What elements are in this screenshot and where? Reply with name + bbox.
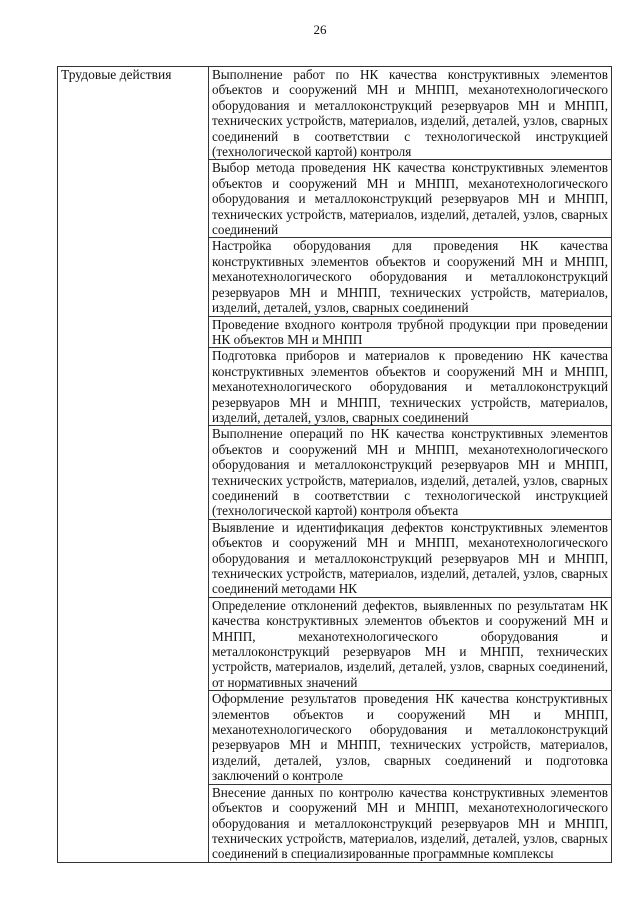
action-item: Внесение данных по контролю качества конструктивных элементов объектов и сооружений МН и МНПП, механотехнологического оборудования и металлоконструкций резервуаров МН и МНПП, технических устройств, материалов, изделий, деталей, узлов, сварных соединений в специализированные программные комплексы bbox=[209, 784, 612, 862]
action-item: Выявление и идентификация дефектов конструктивных элементов объектов и сооружений МН и МНПП, механотехнологического оборудования и металлоконструкций резервуаров МН и МНПП, технических устройств, материалов, изделий, деталей, узлов, сварных соединений методами НК bbox=[209, 519, 612, 597]
action-item: Настройка оборудования для проведения НК качества конструктивных элементов объектов и сооружений МН и МНПП, механотехнологического оборудования и металлоконструкций резервуаров МН и МНПП, технических устройств, материалов, изделий, деталей, узлов, сварных соединений bbox=[209, 238, 612, 316]
action-item: Выполнение операций по НК качества конструктивных элементов объектов и сооружений МН и МНПП, механотехнологического оборудования и металлоконструкций резервуаров МН и МНПП, технических устройств, материалов, изделий, деталей, узлов, сварных соединений в соответствии с технологической инструкцией (технологической картой) контроля объекта bbox=[209, 426, 612, 519]
action-item: Определение отклонений дефектов, выявленных по результатам НК качества конструктивных элементов объектов и сооружений МН и МНПП, механотехнологического оборудования и металлоконструкций резервуаров МН и МНПП, технических устройств, материалов, изделий, деталей, узлов, сварных соединений, от нормативных значений bbox=[209, 597, 612, 690]
table-row bbox=[58, 67, 612, 160]
action-item: Оформление результатов проведения НК качества конструктивных элементов объектов и сооружений МН и МНПП, механотехнологического оборудования и металлоконструкций резервуаров МН и МНПП, технических устройств, материалов, изделий, деталей, узлов, сварных соединений и подготовка заключений о контроле bbox=[209, 691, 612, 784]
row-label: Трудовые действия bbox=[61, 67, 172, 82]
action-item: Подготовка приборов и материалов к проведению НК качества конструктивных элементов объектов и сооружений МН и МНПП, механотехнологического оборудования и металлоконструкций резервуаров МН и МНПП, технических устройств, материалов, изделий, деталей, узлов, сварных соединений bbox=[209, 348, 612, 426]
action-item: Выбор метода проведения НК качества конструктивных элементов объектов и сооружений МН и МНПП, механотехнологического оборудования и металлоконструкций резервуаров МН и МНПП, технических устройств, материалов, изделий, деталей, узлов, сварных соединений bbox=[209, 160, 612, 238]
page-number: 26 bbox=[313, 22, 327, 37]
labor-actions-table bbox=[57, 66, 612, 863]
row-label-cell bbox=[58, 67, 209, 863]
action-item: Проведение входного контроля трубной продукции при проведении НК объектов МН и МНПП bbox=[209, 316, 612, 348]
action-item: Выполнение работ по НК качества конструктивных элементов объектов и сооружений МН и МНПП, механотехнологического оборудования и металлоконструкций резервуаров МН и МНПП, технических устройств, материалов, изделий, деталей, узлов, сварных соединений в соответствии с технологической инструкцией (технологической картой) контроля bbox=[209, 67, 612, 160]
